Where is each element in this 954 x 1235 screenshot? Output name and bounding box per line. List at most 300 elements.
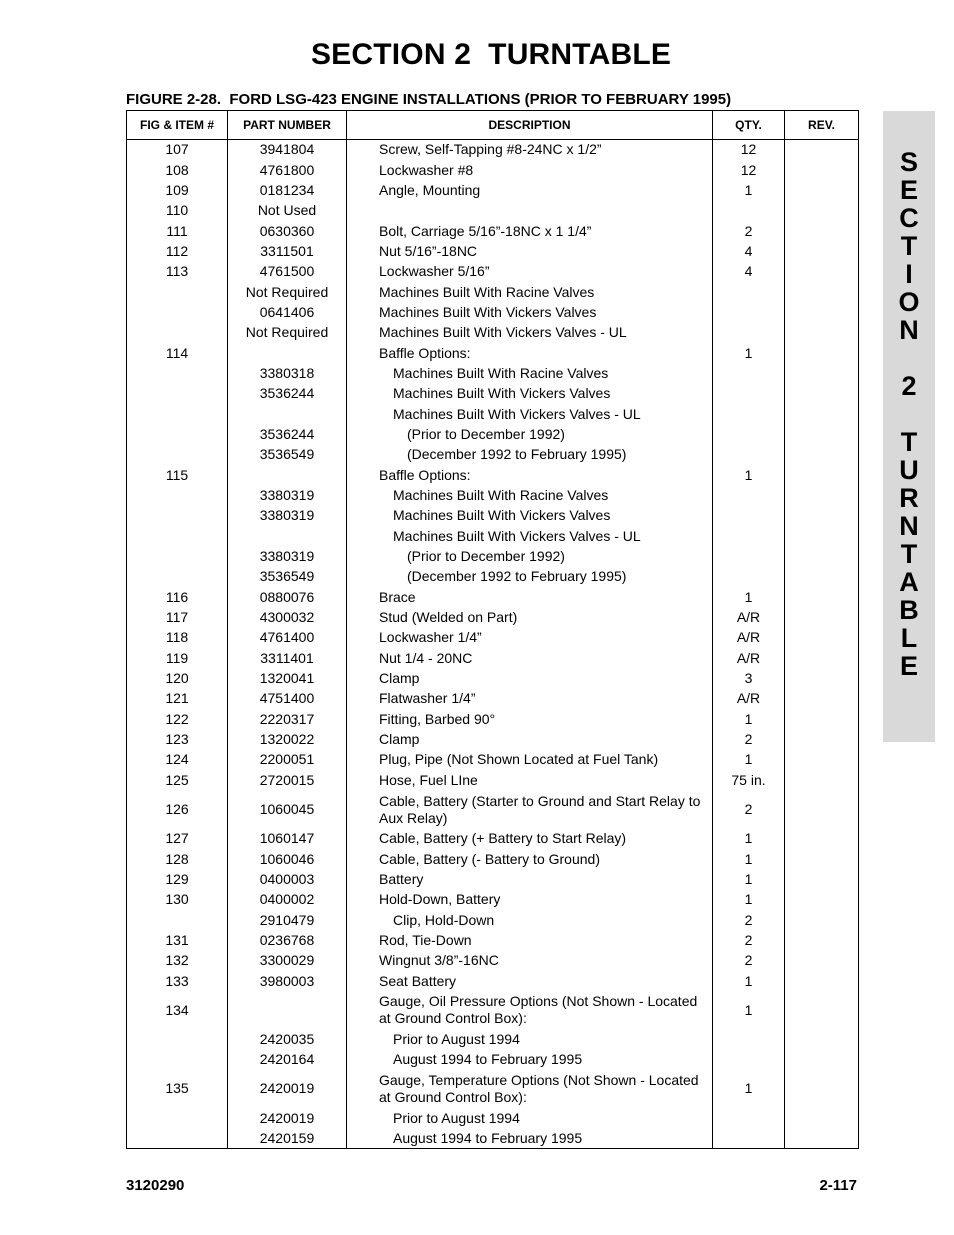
description-text: Lockwasher #8 bbox=[379, 161, 474, 178]
table-row bbox=[127, 910, 859, 930]
description-cell bbox=[347, 849, 713, 869]
part-number-cell bbox=[228, 404, 347, 424]
table-row bbox=[127, 750, 859, 770]
rev-cell bbox=[785, 1029, 859, 1049]
qty-cell: 3 bbox=[713, 668, 785, 688]
description-text: Machines Built With Vickers Valves - UL bbox=[379, 324, 627, 341]
description-cell bbox=[347, 910, 713, 930]
part-number-cell: 3300029 bbox=[228, 951, 347, 971]
description-cell bbox=[347, 869, 713, 889]
table-row bbox=[127, 791, 859, 829]
table-row bbox=[127, 160, 859, 180]
qty-cell: 1 bbox=[713, 890, 785, 910]
qty-cell bbox=[713, 1029, 785, 1049]
side-tab-letter: C bbox=[899, 203, 919, 233]
rev-cell bbox=[785, 546, 859, 566]
table-row bbox=[127, 1128, 859, 1148]
description-cell bbox=[347, 770, 713, 790]
description-cell bbox=[347, 567, 713, 587]
description-cell bbox=[347, 160, 713, 180]
table-row bbox=[127, 849, 859, 869]
item-number-cell bbox=[127, 363, 228, 383]
table-row bbox=[127, 1108, 859, 1128]
table-row bbox=[127, 951, 859, 971]
rev-cell bbox=[785, 1108, 859, 1128]
qty-cell: A/R bbox=[713, 628, 785, 648]
rev-cell bbox=[785, 910, 859, 930]
item-number-cell bbox=[127, 546, 228, 566]
qty-cell bbox=[713, 485, 785, 505]
part-number-cell: 3311401 bbox=[228, 648, 347, 668]
description-cell bbox=[347, 424, 713, 444]
table-row bbox=[127, 445, 859, 465]
part-number-cell: 0630360 bbox=[228, 221, 347, 241]
table-row bbox=[127, 424, 859, 444]
table-row bbox=[127, 1050, 859, 1070]
description-cell bbox=[347, 506, 713, 526]
table-row bbox=[127, 1029, 859, 1049]
qty-cell bbox=[713, 363, 785, 383]
rev-cell bbox=[785, 282, 859, 302]
part-number-cell: 2420019 bbox=[228, 1070, 347, 1108]
rev-cell bbox=[785, 567, 859, 587]
part-number-cell: 4300032 bbox=[228, 607, 347, 627]
qty-cell: 12 bbox=[713, 160, 785, 180]
rev-cell bbox=[785, 506, 859, 526]
description-cell bbox=[347, 1070, 713, 1108]
side-tab-letter: B bbox=[899, 595, 919, 625]
part-number-cell: 3941804 bbox=[228, 140, 347, 160]
item-number-cell: 126 bbox=[127, 791, 228, 829]
qty-cell bbox=[713, 282, 785, 302]
description-text: Lockwasher 1/4” bbox=[379, 629, 482, 646]
description-text: Machines Built With Vickers Valves - UL bbox=[393, 405, 641, 422]
table-row bbox=[127, 302, 859, 322]
side-tab-letter: R bbox=[899, 483, 919, 513]
qty-cell: 1 bbox=[713, 343, 785, 363]
part-number-cell: 0400002 bbox=[228, 890, 347, 910]
description-cell bbox=[347, 930, 713, 950]
qty-cell: 1 bbox=[713, 829, 785, 849]
table-row bbox=[127, 1070, 859, 1108]
part-number-cell: 1060045 bbox=[228, 791, 347, 829]
table-header-row bbox=[127, 111, 859, 140]
rev-cell bbox=[785, 991, 859, 1029]
rev-cell bbox=[785, 1050, 859, 1070]
description-cell bbox=[347, 791, 713, 829]
rev-cell bbox=[785, 689, 859, 709]
qty-cell: 12 bbox=[713, 140, 785, 160]
table-row bbox=[127, 607, 859, 627]
rev-cell bbox=[785, 485, 859, 505]
part-number-cell: 1320041 bbox=[228, 668, 347, 688]
rev-cell bbox=[785, 221, 859, 241]
qty-cell bbox=[713, 201, 785, 221]
side-tab-letter: O bbox=[898, 287, 920, 317]
description-cell bbox=[347, 445, 713, 465]
qty-cell bbox=[713, 567, 785, 587]
column-header-description: DESCRIPTION bbox=[347, 111, 713, 140]
part-number-cell: 1320022 bbox=[228, 729, 347, 749]
part-number-cell bbox=[228, 991, 347, 1029]
item-number-cell bbox=[127, 1029, 228, 1049]
rev-cell bbox=[785, 424, 859, 444]
description-cell bbox=[347, 262, 713, 282]
description-text: Hold-Down, Battery bbox=[379, 891, 501, 908]
item-number-cell: 123 bbox=[127, 729, 228, 749]
qty-cell bbox=[713, 1128, 785, 1148]
description-text: Battery bbox=[379, 870, 424, 887]
description-text: Wingnut 3/8”-16NC bbox=[379, 952, 499, 969]
qty-cell: 75 in. bbox=[713, 770, 785, 790]
qty-cell: 1 bbox=[713, 1070, 785, 1108]
part-number-cell: 0641406 bbox=[228, 302, 347, 322]
qty-cell bbox=[713, 384, 785, 404]
description-text: Rod, Tie-Down bbox=[379, 931, 472, 948]
table-row bbox=[127, 729, 859, 749]
part-number-cell: 3380318 bbox=[228, 363, 347, 383]
qty-cell: A/R bbox=[713, 689, 785, 709]
item-number-cell bbox=[127, 302, 228, 322]
rev-cell bbox=[785, 302, 859, 322]
description-text: Bolt, Carriage 5/16”-18NC x 1 1/4” bbox=[379, 222, 592, 239]
item-number-cell bbox=[127, 424, 228, 444]
item-number-cell: 133 bbox=[127, 971, 228, 991]
side-tab-letter: 2 bbox=[901, 371, 917, 401]
rev-cell bbox=[785, 971, 859, 991]
rev-cell bbox=[785, 201, 859, 221]
item-number-cell: 107 bbox=[127, 140, 228, 160]
qty-cell bbox=[713, 323, 785, 343]
table-row bbox=[127, 343, 859, 363]
table-row bbox=[127, 241, 859, 261]
part-number-cell: 0400003 bbox=[228, 869, 347, 889]
part-number-cell: 0236768 bbox=[228, 930, 347, 950]
side-tab-letter: I bbox=[905, 259, 913, 289]
rev-cell bbox=[785, 709, 859, 729]
qty-cell: 1 bbox=[713, 750, 785, 770]
item-number-cell: 113 bbox=[127, 262, 228, 282]
item-number-cell bbox=[127, 384, 228, 404]
rev-cell bbox=[785, 465, 859, 485]
rev-cell bbox=[785, 445, 859, 465]
table-row bbox=[127, 262, 859, 282]
table-row bbox=[127, 180, 859, 200]
part-number-cell bbox=[228, 343, 347, 363]
description-text: Machines Built With Vickers Valves bbox=[393, 385, 611, 402]
part-number-cell: 3380319 bbox=[228, 546, 347, 566]
table-row bbox=[127, 829, 859, 849]
description-text: Gauge, Temperature Options (Not Shown - Located at Ground Control Box): bbox=[379, 1071, 699, 1105]
part-number-cell: Not Required bbox=[228, 282, 347, 302]
section-side-tab bbox=[883, 111, 935, 742]
description-text: Cable, Battery (Starter to Ground and Start Relay to Aux Relay) bbox=[379, 792, 701, 826]
description-cell bbox=[347, 180, 713, 200]
description-text: Hose, Fuel LIne bbox=[379, 771, 478, 788]
item-number-cell: 130 bbox=[127, 890, 228, 910]
qty-cell: 1 bbox=[713, 180, 785, 200]
qty-cell: 2 bbox=[713, 791, 785, 829]
rev-cell bbox=[785, 262, 859, 282]
description-text: Machines Built With Vickers Valves bbox=[393, 507, 611, 524]
page-number: 2-117 bbox=[819, 1177, 857, 1194]
item-number-cell bbox=[127, 485, 228, 505]
description-text: (December 1992 to February 1995) bbox=[407, 568, 627, 585]
description-text: Cable, Battery (+ Battery to Start Relay) bbox=[379, 830, 627, 847]
item-number-cell bbox=[127, 567, 228, 587]
rev-cell bbox=[785, 770, 859, 790]
part-number-cell: 3536244 bbox=[228, 424, 347, 444]
item-number-cell: 120 bbox=[127, 668, 228, 688]
description-text: August 1994 to February 1995 bbox=[393, 1129, 583, 1146]
description-cell bbox=[347, 729, 713, 749]
description-cell bbox=[347, 829, 713, 849]
description-cell bbox=[347, 750, 713, 770]
rev-cell bbox=[785, 404, 859, 424]
rev-cell bbox=[785, 363, 859, 383]
item-number-cell: 115 bbox=[127, 465, 228, 485]
description-text: Baffle Options: bbox=[379, 344, 471, 361]
qty-cell: 2 bbox=[713, 910, 785, 930]
description-text: (Prior to December 1992) bbox=[407, 425, 565, 442]
part-number-cell: 0880076 bbox=[228, 587, 347, 607]
table-row bbox=[127, 930, 859, 950]
item-number-cell bbox=[127, 323, 228, 343]
description-text: Prior to August 1994 bbox=[393, 1109, 520, 1126]
description-text: Machines Built With Racine Valves bbox=[379, 283, 595, 300]
table-row bbox=[127, 991, 859, 1029]
table-row bbox=[127, 384, 859, 404]
item-number-cell: 131 bbox=[127, 930, 228, 950]
item-number-cell: 128 bbox=[127, 849, 228, 869]
table-row bbox=[127, 140, 859, 160]
item-number-cell bbox=[127, 445, 228, 465]
item-number-cell: 129 bbox=[127, 869, 228, 889]
qty-cell: 2 bbox=[713, 729, 785, 749]
rev-cell bbox=[785, 729, 859, 749]
description-text: Machines Built With Racine Valves bbox=[393, 487, 609, 504]
description-text: Fitting, Barbed 90° bbox=[379, 710, 496, 727]
rev-cell bbox=[785, 849, 859, 869]
description-cell bbox=[347, 709, 713, 729]
qty-cell: A/R bbox=[713, 648, 785, 668]
part-number-cell: 4761500 bbox=[228, 262, 347, 282]
part-number-cell: 2910479 bbox=[228, 910, 347, 930]
description-cell bbox=[347, 384, 713, 404]
side-tab-letter: T bbox=[900, 427, 918, 457]
table-row bbox=[127, 770, 859, 790]
part-number-cell: 2220317 bbox=[228, 709, 347, 729]
description-text: Nut 5/16”-18NC bbox=[379, 242, 478, 259]
side-tab-letter: U bbox=[899, 455, 919, 485]
item-number-cell: 127 bbox=[127, 829, 228, 849]
description-text: Baffle Options: bbox=[379, 466, 471, 483]
part-number-cell: 2420159 bbox=[228, 1128, 347, 1148]
part-number-cell bbox=[228, 465, 347, 485]
description-text: (Prior to December 1992) bbox=[407, 548, 565, 565]
description-cell bbox=[347, 607, 713, 627]
part-number-cell: 2720015 bbox=[228, 770, 347, 790]
table-row bbox=[127, 709, 859, 729]
qty-cell: A/R bbox=[713, 607, 785, 627]
item-number-cell bbox=[127, 282, 228, 302]
rev-cell bbox=[785, 384, 859, 404]
rev-cell bbox=[785, 829, 859, 849]
description-cell bbox=[347, 404, 713, 424]
item-number-cell: 121 bbox=[127, 689, 228, 709]
description-cell bbox=[347, 1029, 713, 1049]
item-number-cell: 124 bbox=[127, 750, 228, 770]
column-header-qty: QTY. bbox=[713, 111, 785, 140]
qty-cell bbox=[713, 526, 785, 546]
side-tab-letter: E bbox=[899, 175, 918, 205]
rev-cell bbox=[785, 628, 859, 648]
description-cell bbox=[347, 668, 713, 688]
description-cell bbox=[347, 241, 713, 261]
qty-cell bbox=[713, 546, 785, 566]
table-row bbox=[127, 668, 859, 688]
part-number-cell: 1060147 bbox=[228, 829, 347, 849]
item-number-cell: 117 bbox=[127, 607, 228, 627]
document-number: 3120290 bbox=[126, 1177, 185, 1194]
parts-table bbox=[126, 110, 859, 1149]
qty-cell: 1 bbox=[713, 465, 785, 485]
column-header-part-number: PART NUMBER bbox=[228, 111, 347, 140]
qty-cell: 4 bbox=[713, 262, 785, 282]
description-text: Clamp bbox=[379, 670, 420, 687]
description-cell bbox=[347, 465, 713, 485]
table-row bbox=[127, 628, 859, 648]
description-text: Plug, Pipe (Not Shown Located at Fuel Tank) bbox=[379, 751, 659, 768]
part-number-cell: Not Used bbox=[228, 201, 347, 221]
item-number-cell bbox=[127, 910, 228, 930]
part-number-cell: 3380319 bbox=[228, 485, 347, 505]
table-row bbox=[127, 890, 859, 910]
rev-cell bbox=[785, 343, 859, 363]
description-cell bbox=[347, 526, 713, 546]
description-cell bbox=[347, 343, 713, 363]
description-text: Stud (Welded on Part) bbox=[379, 609, 518, 626]
item-number-cell: 122 bbox=[127, 709, 228, 729]
qty-cell: 1 bbox=[713, 849, 785, 869]
part-number-cell: 3536244 bbox=[228, 384, 347, 404]
item-number-cell bbox=[127, 1128, 228, 1148]
description-text: Machines Built With Racine Valves bbox=[393, 364, 609, 381]
item-number-cell bbox=[127, 506, 228, 526]
section-title: SECTION 2 TURNTABLE bbox=[310, 38, 672, 71]
item-number-cell: 109 bbox=[127, 180, 228, 200]
description-text: Cable, Battery (- Battery to Ground) bbox=[379, 850, 600, 867]
part-number-cell: 3980003 bbox=[228, 971, 347, 991]
qty-cell bbox=[713, 404, 785, 424]
part-number-cell: 4761800 bbox=[228, 160, 347, 180]
table-row bbox=[127, 221, 859, 241]
item-number-cell: 116 bbox=[127, 587, 228, 607]
item-number-cell: 118 bbox=[127, 628, 228, 648]
part-number-cell: 4761400 bbox=[228, 628, 347, 648]
item-number-cell: 112 bbox=[127, 241, 228, 261]
side-tab-letter: E bbox=[899, 651, 918, 681]
qty-cell: 1 bbox=[713, 869, 785, 889]
part-number-cell: 3536549 bbox=[228, 445, 347, 465]
description-text: Lockwasher 5/16” bbox=[379, 263, 490, 280]
rev-cell bbox=[785, 607, 859, 627]
qty-cell: 1 bbox=[713, 971, 785, 991]
description-text: Angle, Mounting bbox=[379, 181, 481, 198]
description-cell bbox=[347, 302, 713, 322]
item-number-cell: 108 bbox=[127, 160, 228, 180]
item-number-cell bbox=[127, 1108, 228, 1128]
rev-cell bbox=[785, 180, 859, 200]
description-cell bbox=[347, 323, 713, 343]
rev-cell bbox=[785, 241, 859, 261]
part-number-cell: 1060046 bbox=[228, 849, 347, 869]
part-number-cell bbox=[228, 526, 347, 546]
item-number-cell: 134 bbox=[127, 991, 228, 1029]
description-cell bbox=[347, 282, 713, 302]
rev-cell bbox=[785, 1070, 859, 1108]
qty-cell bbox=[713, 445, 785, 465]
table-row bbox=[127, 648, 859, 668]
description-cell bbox=[347, 1128, 713, 1148]
part-number-cell: 4751400 bbox=[228, 689, 347, 709]
description-text: Nut 1/4 - 20NC bbox=[379, 649, 473, 666]
side-tab-letter: T bbox=[900, 231, 918, 261]
qty-cell: 1 bbox=[713, 991, 785, 1029]
item-number-cell: 135 bbox=[127, 1070, 228, 1108]
qty-cell bbox=[713, 302, 785, 322]
item-number-cell: 114 bbox=[127, 343, 228, 363]
rev-cell bbox=[785, 526, 859, 546]
description-cell bbox=[347, 1050, 713, 1070]
qty-cell: 4 bbox=[713, 241, 785, 261]
description-text: Flatwasher 1/4” bbox=[379, 690, 476, 707]
part-number-cell: 0181234 bbox=[228, 180, 347, 200]
column-header-rev: REV. bbox=[785, 111, 859, 140]
qty-cell: 2 bbox=[713, 221, 785, 241]
description-cell bbox=[347, 485, 713, 505]
side-tab-letter: T bbox=[900, 539, 918, 569]
description-cell bbox=[347, 890, 713, 910]
parts-table-body bbox=[127, 140, 859, 1149]
description-cell bbox=[347, 201, 713, 221]
table-row bbox=[127, 201, 859, 221]
table-row bbox=[127, 526, 859, 546]
item-number-cell: 119 bbox=[127, 648, 228, 668]
description-text: Screw, Self-Tapping #8-24NC x 1/2” bbox=[379, 141, 602, 158]
side-tab-letter: N bbox=[899, 315, 919, 345]
qty-cell bbox=[713, 506, 785, 526]
table-row bbox=[127, 404, 859, 424]
rev-cell bbox=[785, 587, 859, 607]
part-number-cell: Not Required bbox=[228, 323, 347, 343]
column-header-item: FIG & ITEM # bbox=[127, 111, 228, 140]
table-row bbox=[127, 971, 859, 991]
qty-cell: 1 bbox=[713, 587, 785, 607]
table-row bbox=[127, 363, 859, 383]
description-text: Clamp bbox=[379, 731, 420, 748]
item-number-cell bbox=[127, 404, 228, 424]
qty-cell bbox=[713, 1108, 785, 1128]
description-text: Seat Battery bbox=[379, 972, 457, 989]
description-cell bbox=[347, 363, 713, 383]
table-row bbox=[127, 465, 859, 485]
side-tab-letter: A bbox=[899, 567, 919, 597]
part-number-cell: 3311501 bbox=[228, 241, 347, 261]
rev-cell bbox=[785, 648, 859, 668]
table-row bbox=[127, 323, 859, 343]
side-tab-letter: S bbox=[899, 147, 918, 177]
